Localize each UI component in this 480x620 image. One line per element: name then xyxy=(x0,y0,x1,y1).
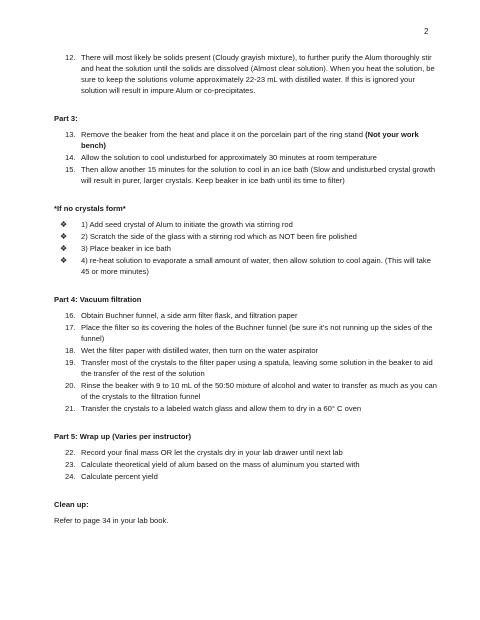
item-number: 20. xyxy=(65,381,76,390)
document-body xyxy=(54,52,438,526)
item-number: 21. xyxy=(65,404,76,413)
item-number: 14. xyxy=(65,153,76,162)
list-item xyxy=(54,471,438,482)
no-crystals-list xyxy=(54,219,438,277)
list-item xyxy=(54,310,438,321)
list-item xyxy=(54,129,438,151)
no-crystals-heading: *If no crystals form* xyxy=(54,204,126,213)
item-text: Obtain Buchner funnel, a side arm filter flask, and filtration paper xyxy=(81,311,298,320)
diamond-bullet-icon: ❖ xyxy=(60,232,68,241)
item-text: Record your final mass OR let the crystals dry in your lab drawer until next lab xyxy=(81,448,343,457)
item-text: There will most likely be solids present (Cloudy grayish mixture), to further purify the Alum thoroughly stir and heat the solution until the solids are dissolved (Almost clear solution). When you heat the solution, be sure to keep the solutions volume approximately 22-23 mL with distilled water. If this is ignored your solution will result in impure Alum or co-precipitates. xyxy=(81,53,435,95)
part5-heading: Part 5: Wrap up (Varies per instructor) xyxy=(54,432,192,441)
list-item xyxy=(54,152,438,163)
diamond-bullet-icon: ❖ xyxy=(60,256,68,265)
list-item xyxy=(54,357,438,379)
bullet-text: 1) Add seed crystal of Alum to initiate the growth via stirring rod xyxy=(81,220,293,229)
list-item xyxy=(54,322,438,344)
item-text: Rinse the beaker with 9 to 10 mL of the 50:50 mixture of alcohol and water to transfer as much as you can of the crystals to the filtration funnel xyxy=(81,381,437,401)
item-text: Allow the solution to cool undisturbed for approximately 30 minutes at room temperature xyxy=(81,153,377,162)
item-text: Calculate theoretical yield of alum based on the mass of aluminum you started with xyxy=(81,460,360,469)
list-item xyxy=(54,447,438,458)
bullet-item xyxy=(54,255,438,277)
list-item xyxy=(54,345,438,356)
item-text: Transfer the crystals to a labeled watch glass and allow them to dry in a 60° C oven xyxy=(81,404,362,413)
part3-heading: Part 3: xyxy=(54,114,78,123)
item-text: Transfer most of the crystals to the filter paper using a spatula, leaving some solution in the beaker to aid the transfer of the rest of the solution xyxy=(81,358,433,378)
cleanup-text: Refer to page 34 in your lab book. xyxy=(54,516,169,525)
item-text: Remove the beaker from the heat and place it on the porcelain part of the ring stand xyxy=(81,130,366,139)
list-item xyxy=(54,403,438,414)
item-number: 18. xyxy=(65,346,76,355)
part5-list xyxy=(54,447,438,482)
item-number: 24. xyxy=(65,472,76,481)
item-number: 16. xyxy=(65,311,76,320)
item-number: 23. xyxy=(65,460,76,469)
item-text: Then allow another 15 minutes for the solution to cool in an ice bath (Slow and undisturbed crystal growth will result in purer, larger crystals. Keep beaker in ice bath until its time to filter) xyxy=(81,165,436,185)
cleanup-heading: Clean up: xyxy=(54,500,89,509)
item-text-bold: (Not your work bench) xyxy=(81,130,419,150)
bullet-text: 3) Place beaker in ice bath xyxy=(81,244,171,253)
bullet-item xyxy=(54,243,438,254)
bullet-item xyxy=(54,219,438,230)
part4-list xyxy=(54,310,438,414)
item-text: Calculate percent yield xyxy=(81,472,158,481)
part2-list xyxy=(54,52,438,96)
list-item xyxy=(54,459,438,470)
item-number: 13. xyxy=(65,130,76,139)
bullet-text: 4) re-heat solution to evaporate a small amount of water, then allow solution to cool again. (This will take 45 or more minutes) xyxy=(81,256,431,276)
part3-list xyxy=(54,129,438,186)
list-item xyxy=(54,52,438,96)
list-item xyxy=(54,380,438,402)
item-number: 12. xyxy=(65,53,76,62)
diamond-bullet-icon: ❖ xyxy=(60,244,68,253)
item-text: Place the filter so its covering the holes of the Buchner funnel (be sure it's not running up the sides of the funnel) xyxy=(81,323,433,343)
bullet-item xyxy=(54,231,438,242)
item-text: Wet the filter paper with distilled water, then turn on the water aspirator xyxy=(81,346,319,355)
list-item xyxy=(54,164,438,186)
item-number: 15. xyxy=(65,165,76,174)
bullet-text: 2) Scratch the side of the glass with a stirring rod which as NOT been fire polished xyxy=(81,232,357,241)
item-number: 22. xyxy=(65,448,76,457)
item-number: 19. xyxy=(65,358,76,367)
part4-heading: Part 4: Vacuum filtration xyxy=(54,295,142,304)
page-number: 2 xyxy=(424,27,429,36)
item-number: 17. xyxy=(65,323,76,332)
diamond-bullet-icon: ❖ xyxy=(60,220,68,229)
